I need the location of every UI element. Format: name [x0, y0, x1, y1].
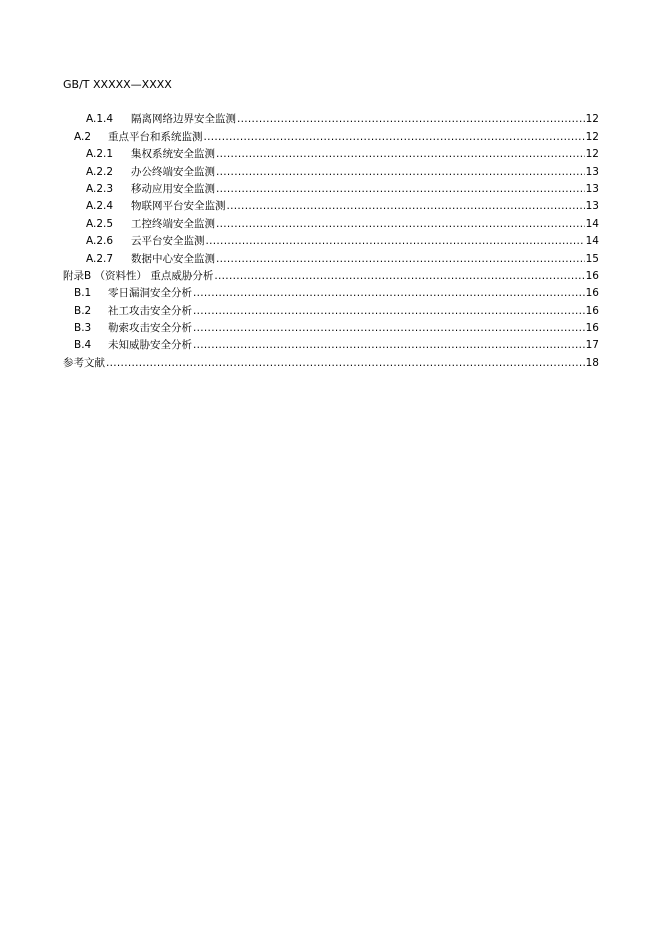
- toc-entry-title: 办公终端安全监测: [131, 165, 215, 178]
- toc-entry-title: 勒索攻击安全分析: [108, 322, 192, 335]
- table-of-contents: [63, 109, 599, 370]
- toc-entry-number: A.1.4: [86, 113, 114, 126]
- toc-entry-title: 参考文献: [63, 356, 105, 369]
- toc-entry-page-number: 12: [585, 148, 599, 161]
- toc-dot-leader: [193, 338, 585, 352]
- toc-entry-number: B.3: [74, 322, 92, 335]
- toc-entry-page-number: 15: [585, 252, 599, 265]
- toc-dot-leader: [193, 286, 585, 300]
- toc-entry-page-number: 16: [585, 269, 599, 282]
- toc-entry-title: 移动应用安全监测: [131, 182, 215, 195]
- toc-entry-title: 社工攻击安全分析: [108, 304, 192, 317]
- toc-entry-page-number: 16: [585, 304, 599, 317]
- toc-entry-page-number: 17: [585, 339, 599, 352]
- toc-dot-leader: [206, 234, 585, 248]
- toc-entry-page-number: 13: [585, 182, 599, 195]
- toc-entry[interactable]: [63, 144, 599, 161]
- toc-entry-page-number: 12: [585, 113, 599, 126]
- toc-dot-leader: [216, 165, 585, 179]
- toc-entry-title: 集权系统安全监测: [131, 148, 215, 161]
- toc-entry-number: A.2.3: [86, 182, 114, 195]
- toc-entry-page-number: 14: [585, 217, 599, 230]
- toc-entry[interactable]: [63, 161, 599, 178]
- toc-entry-number: A.2.1: [86, 148, 114, 161]
- toc-entry-page-number: 18: [585, 356, 599, 369]
- toc-entry[interactable]: [63, 300, 599, 317]
- toc-entry[interactable]: [63, 283, 599, 300]
- toc-entry-page-number: 16: [585, 322, 599, 335]
- toc-dot-leader: [214, 269, 584, 283]
- toc-entry-number: A.2.2: [86, 165, 114, 178]
- toc-entry-number: A.2.6: [86, 235, 114, 248]
- toc-entry-page-number: 16: [585, 287, 599, 300]
- toc-entry[interactable]: [63, 318, 599, 335]
- toc-dot-leader: [193, 304, 585, 318]
- toc-entry-title: 隔离网络边界安全监测: [131, 113, 236, 126]
- toc-entry[interactable]: [63, 196, 599, 213]
- toc-dot-leader: [216, 182, 585, 196]
- toc-entry-number: A.2.5: [86, 217, 114, 230]
- toc-entry[interactable]: [63, 248, 599, 265]
- toc-entry-title: 零日漏洞安全分析: [108, 287, 192, 300]
- toc-entry-number: B.1: [74, 287, 92, 300]
- toc-dot-leader: [216, 217, 585, 231]
- toc-dot-leader: [204, 130, 585, 144]
- toc-dot-leader: [227, 199, 585, 213]
- toc-entry[interactable]: [63, 335, 599, 352]
- toc-entry[interactable]: [63, 126, 599, 143]
- toc-dot-leader: [237, 112, 585, 126]
- toc-entry-number: B.4: [74, 339, 92, 352]
- toc-entry-title: 工控终端安全监测: [131, 217, 215, 230]
- toc-entry-title: 云平台安全监测: [131, 235, 205, 248]
- standard-number-header: GB/T XXXXX—XXXX: [63, 78, 172, 91]
- toc-dot-leader: [193, 321, 585, 335]
- toc-entry-page-number: 12: [585, 130, 599, 143]
- toc-entry-title: 附录B （资料性） 重点威胁分析: [63, 269, 214, 282]
- toc-entry[interactable]: [63, 179, 599, 196]
- toc-entry-page-number: 14: [585, 235, 599, 248]
- toc-dot-leader: [216, 147, 585, 161]
- toc-entry-number: A.2.4: [86, 200, 114, 213]
- toc-entry-number: B.2: [74, 304, 92, 317]
- toc-entry-title: 未知威胁安全分析: [108, 339, 192, 352]
- toc-entry[interactable]: [63, 266, 599, 283]
- toc-entry-title: 物联网平台安全监测: [131, 200, 226, 213]
- toc-entry[interactable]: [63, 352, 599, 369]
- toc-entry-title: 数据中心安全监测: [131, 252, 215, 265]
- toc-entry-page-number: 13: [585, 165, 599, 178]
- toc-entry[interactable]: [63, 213, 599, 230]
- toc-dot-leader: [216, 252, 585, 266]
- toc-entry[interactable]: [63, 231, 599, 248]
- toc-entry-title: 重点平台和系统监测: [108, 130, 203, 143]
- toc-dot-leader: [106, 356, 585, 370]
- toc-entry-number: A.2: [74, 130, 92, 143]
- toc-entry-number: A.2.7: [86, 252, 114, 265]
- toc-entry[interactable]: [63, 109, 599, 126]
- toc-entry-page-number: 13: [585, 200, 599, 213]
